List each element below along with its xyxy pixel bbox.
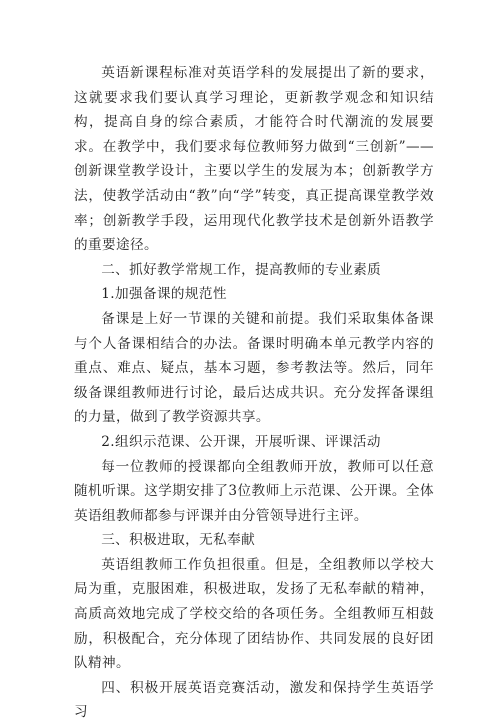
subheading-demo-lessons: 2.组织示范课、公开课，开展听课、评课活动	[101, 433, 381, 450]
paragraph-dedication: 英语组教师工作负担很重。但是，全组教师以学校大局为重，克服困难，积极进取，发扬了无私奉献的精神，高质高效地完成了学校交给的各项任务。全组教师互相鼓励，积极配合，充分体现了团结协作、共同发展的良好团队精神。	[74, 556, 434, 672]
paragraph-curriculum-standards: 英语新课程标准对英语学科的发展提出了新的要求，这就要求我们要认真学习理论，更新教学观念和知识结构，提高自身的综合素质，才能符合时代潮流的发展要求。在教学中，我们要求每位教师努力做到“三创新”——创新课堂教学设计，主要以学生的发展为本；创新教学方法，使教学活动由“教”向“学”转变，真正提高课堂教学效率；创新教学手段，运用现代化教学技术是创新外语教学的重要途径。	[74, 65, 434, 254]
paragraph-demo-lessons: 每一位教师的授课都向全组教师开放，教师可以任意随机听课。这学期安排了3位教师上示范课、公开课。全体英语组教师都参与评课并由分管领导进行主评。	[74, 458, 434, 524]
heading-section-three: 三、积极进取，无私奉献	[101, 532, 256, 549]
heading-section-two: 二、抓好教学常规工作，提高教师的专业素质	[101, 261, 382, 278]
paragraph-lesson-prep: 备课是上好一节课的关键和前提。我们采取集体备课与个人备课相结合的办法。备课时明确本单元教学内容的重点、难点、疑点，基本习题，参考教法等。然后，同年级备课组教师进行讨论，最后达成共识。充分发挥备课组的力量，做到了教学资源共享。	[74, 310, 434, 426]
document-page	[74, 61, 434, 725]
subheading-lesson-prep: 1.加强备课的规范性	[101, 286, 227, 303]
heading-section-four: 四、积极开展英语竞赛活动，激发和保持学生英语学习	[74, 679, 434, 721]
